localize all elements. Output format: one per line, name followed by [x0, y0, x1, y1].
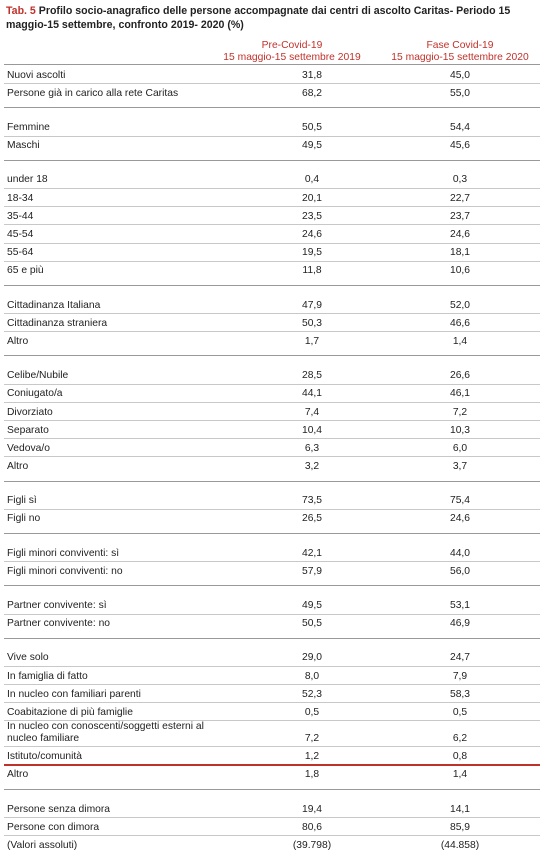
row-label: In famiglia di fatto: [7, 670, 88, 682]
value-2019: 29,0: [301, 652, 323, 664]
table-row: [4, 296, 540, 314]
row-label: Divorziato: [7, 406, 53, 418]
value-2020: 0,3: [452, 174, 468, 186]
value-2020: 14,1: [449, 803, 471, 815]
value-2020: 85,9: [449, 821, 471, 833]
value-2019: 42,1: [301, 547, 323, 559]
table-row-group: [4, 800, 540, 853]
value-2020: 6,2: [452, 732, 468, 744]
row-label: Partner convivente: sì: [7, 600, 107, 611]
value-2020: 54,4: [449, 122, 471, 134]
value-2019: 20,1: [301, 192, 323, 204]
value-2020: 3,7: [452, 461, 468, 473]
value-2019: (39.798): [292, 839, 332, 851]
column-header-2019-line2: 15 maggio-15 settembre 2019: [223, 52, 361, 63]
header-divider: [4, 64, 540, 65]
table-row: [4, 118, 540, 136]
table-row: [4, 492, 540, 510]
column-header-2019-line1: Pre-Covid-19: [261, 40, 323, 51]
table-row: [4, 596, 540, 614]
value-2020: 0,8: [452, 751, 468, 763]
table-row: [4, 818, 540, 836]
table-row-group: [4, 544, 540, 586]
table-row: [4, 189, 540, 207]
value-2020: 44,0: [449, 547, 471, 559]
value-2019: 50,5: [301, 122, 323, 134]
row-label: Coniugato/a: [7, 388, 63, 400]
row-label: Figli minori conviventi: no: [7, 565, 123, 577]
table-row: [4, 703, 540, 721]
value-2019: 28,5: [301, 370, 323, 382]
value-2019: 11,8: [302, 265, 322, 277]
row-label: Altro: [7, 461, 29, 473]
value-2019: 0,5: [304, 706, 320, 718]
value-2019: 8,0: [304, 670, 320, 682]
value-2020: 18,1: [449, 247, 471, 259]
value-2019: 0,4: [304, 174, 320, 186]
value-2020: 56,0: [449, 565, 471, 577]
value-2019: 44,1: [301, 388, 323, 400]
value-2020: 55,0: [449, 87, 471, 99]
table-row: [4, 615, 540, 632]
row-label: Persone già in carico alla rete Caritas: [7, 87, 179, 99]
value-2019: 24,6: [301, 229, 323, 240]
table-bottom-rule: [4, 764, 540, 766]
row-label: Coabitazione di più famiglie: [7, 706, 133, 718]
table-row-group: [4, 492, 540, 534]
value-2020: 53,1: [449, 600, 471, 611]
row-label: Vive solo: [7, 652, 49, 664]
table-caption: Profilo socio-anagrafico delle persone accompagnate dai centri di ascolto Caritas- Periodo 15 maggio-15 settembre, confronto 2019- 2020 (%): [6, 5, 511, 31]
row-label: Altro: [7, 769, 29, 781]
row-label: Persone con dimora: [7, 821, 100, 833]
table-row: [4, 649, 540, 667]
value-2019: 23,5: [301, 210, 323, 222]
value-2019: 3,2: [304, 461, 320, 473]
row-label: Cittadinanza Italiana: [7, 299, 101, 311]
table-row: [4, 314, 540, 332]
table-row: [4, 225, 540, 243]
table-row-group: [4, 118, 540, 160]
row-label: 55-64: [7, 247, 34, 259]
column-header-2020: [380, 40, 540, 64]
table-row: [4, 137, 540, 154]
value-2019: 7,2: [304, 732, 320, 744]
value-2019: 19,5: [301, 247, 323, 259]
value-2020: 23,7: [449, 210, 471, 222]
value-2020: 6,0: [452, 442, 468, 454]
row-label: Femmine: [7, 122, 50, 134]
row-label: Separato: [7, 424, 49, 436]
table-row: [4, 403, 540, 421]
row-label: 35-44: [7, 210, 34, 222]
value-2019: 73,5: [301, 495, 323, 507]
value-2020: 46,6: [449, 317, 471, 329]
value-2020: 58,3: [449, 688, 471, 700]
table-row: [4, 510, 540, 527]
value-2020: 45,0: [449, 69, 471, 81]
table-row: [4, 385, 540, 403]
row-label: Maschi: [7, 140, 40, 152]
value-2020: 46,1: [449, 388, 471, 400]
table-row: [4, 766, 540, 783]
value-2020: 22,7: [449, 192, 471, 204]
value-2019: 49,5: [301, 600, 323, 611]
row-label: In nucleo con familiari parenti: [7, 688, 141, 700]
table-row: [4, 562, 540, 579]
value-2019: 68,2: [301, 87, 323, 99]
table-number: Tab. 5: [6, 5, 36, 17]
table-row-group: [4, 596, 540, 638]
table-row: [4, 747, 540, 765]
table-row-group: [4, 171, 540, 286]
row-label: (Valori assoluti): [7, 839, 78, 851]
table-row-group: [4, 649, 540, 790]
table-row: [4, 207, 540, 225]
table-row: [4, 685, 540, 703]
row-label: Celibe/Nubile: [7, 370, 69, 382]
value-2019: 1,7: [304, 335, 320, 347]
row-label: Cittadinanza straniera: [7, 317, 108, 329]
value-2020: 45,6: [449, 140, 471, 152]
value-2019: 1,2: [304, 751, 320, 763]
column-header-2020-line2: 15 maggio-15 settembre 2020: [391, 52, 529, 63]
value-2020: 1,4: [452, 769, 468, 781]
table-row: [4, 836, 540, 853]
value-2019: 57,9: [301, 565, 323, 577]
row-label: Persone senza dimora: [7, 803, 111, 815]
table-row-group: [4, 296, 540, 357]
row-label: under 18: [7, 174, 48, 186]
value-2019: 10,4: [301, 424, 323, 436]
value-2019: 49,5: [301, 140, 323, 152]
data-table: [4, 66, 540, 853]
value-2020: 75,4: [449, 495, 471, 507]
value-2019: 47,9: [301, 299, 323, 311]
value-2020: 7,9: [452, 670, 468, 682]
table-row: [4, 332, 540, 349]
table-row: [4, 244, 540, 262]
table-row: [4, 262, 540, 279]
value-2020: 24,7: [449, 652, 471, 664]
table-row: [4, 721, 540, 747]
value-2020: 24,6: [449, 513, 471, 525]
value-2020: 46,9: [449, 618, 471, 630]
table-row: [4, 800, 540, 818]
value-2020: 52,0: [449, 299, 471, 311]
value-2019: 52,3: [301, 688, 323, 700]
row-label: In nucleo con conoscenti/soggetti esterni al nucleo familiare: [7, 721, 204, 744]
row-label: Figli sì: [7, 495, 37, 507]
table-row: [4, 457, 540, 474]
table-row: [4, 171, 540, 189]
value-2019: 1,8: [304, 769, 320, 781]
value-2019: 50,3: [301, 317, 323, 329]
row-label: Nuovi ascolti: [7, 69, 66, 81]
value-2019: 50,5: [301, 618, 323, 630]
value-2019: 6,3: [304, 442, 320, 454]
row-label: Istituto/comunità: [7, 751, 82, 763]
row-label: Altro: [7, 335, 29, 347]
table-row: [4, 439, 540, 457]
table-row: [4, 66, 540, 84]
value-2019: 19,4: [301, 803, 323, 815]
table-row: [4, 366, 540, 384]
table-row-group: [4, 66, 540, 108]
value-2019: 80,6: [301, 821, 323, 833]
value-2020: 10,6: [449, 265, 471, 277]
value-2019: 31,8: [301, 69, 323, 81]
column-header-2019: [212, 40, 372, 64]
value-2020: 0,5: [452, 706, 468, 718]
row-label: Figli minori conviventi: sì: [7, 547, 120, 559]
table-title: [6, 5, 538, 32]
table-row: [4, 421, 540, 439]
table-row: [4, 84, 540, 101]
table-row: [4, 667, 540, 685]
row-label: Vedova/o: [7, 442, 50, 454]
column-header-2020-line1: Fase Covid-19: [426, 40, 494, 51]
row-label: 45-54: [7, 229, 34, 240]
table-row-group: [4, 366, 540, 481]
value-2020: 26,6: [449, 370, 471, 382]
row-label: Partner convivente: no: [7, 618, 111, 630]
table-row: [4, 544, 540, 562]
value-2020: (44.858): [440, 839, 480, 851]
value-2019: 7,4: [304, 406, 320, 418]
row-label: Figli no: [7, 513, 41, 525]
value-2020: 1,4: [452, 335, 468, 347]
value-2020: 10,3: [449, 424, 471, 436]
value-2019: 26,5: [301, 513, 323, 525]
row-label: 18-34: [7, 192, 34, 204]
value-2020: 7,2: [452, 406, 468, 418]
row-label: 65 e più: [7, 265, 44, 277]
value-2020: 24,6: [449, 229, 471, 240]
